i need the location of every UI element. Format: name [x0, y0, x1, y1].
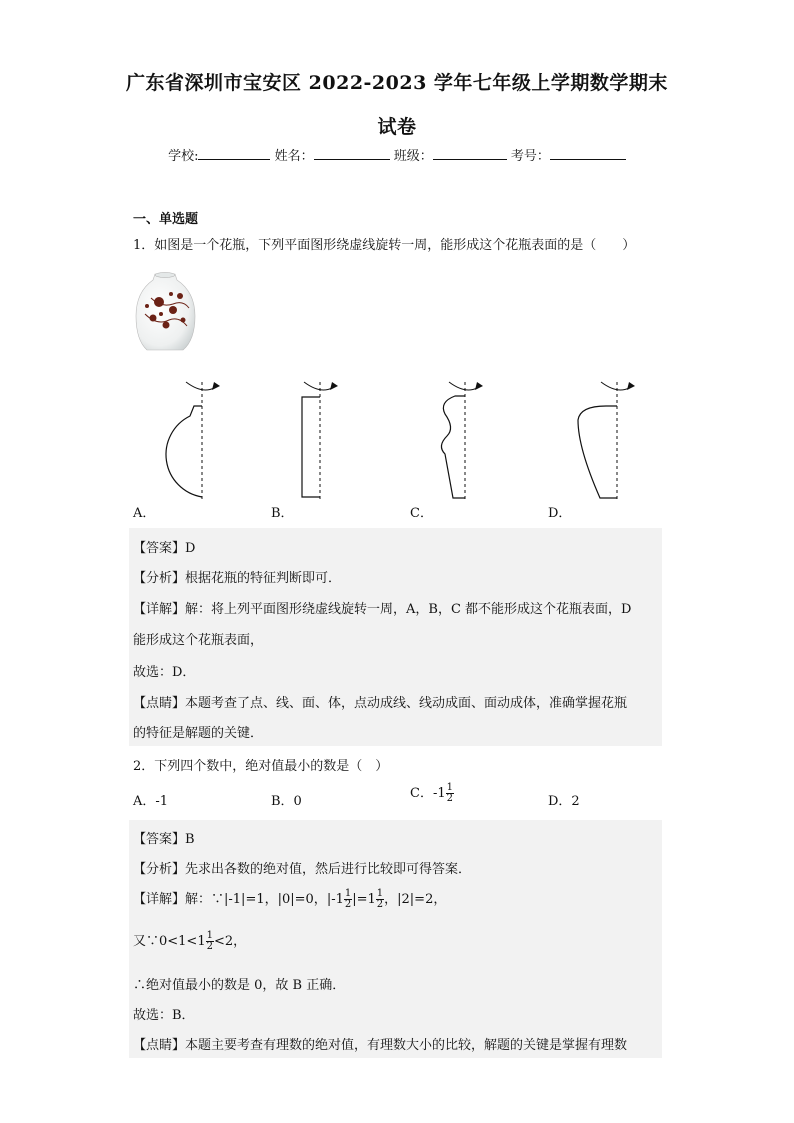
q1-analysis: 【分析】根据花瓶的特征判断即可． [133, 571, 342, 586]
q2-option-c-fraction: $\frac{1}{2}$ [446, 782, 453, 804]
q2-option-a: A．-1 [133, 794, 169, 809]
option-b-label: B． [271, 506, 294, 521]
vase-image [133, 270, 198, 352]
option-c-label: C． [410, 506, 433, 521]
school-label: 学校: [168, 149, 199, 164]
paper-title-line1: 广东省深圳市宝安区 2022-2023 学年七年级上学期数学期末 [126, 72, 668, 94]
section-heading: 一、单选题 [133, 212, 199, 227]
q1-detail-line2: 能形成这个花瓶表面， [133, 633, 264, 648]
name-label: 姓名： [274, 149, 314, 164]
option-b-figure [285, 372, 355, 504]
class-blank [433, 147, 507, 160]
option-c-figure [425, 372, 500, 504]
q2-option-c-prefix: C．-1 [410, 786, 446, 801]
q2-answer: 【答案】B [133, 832, 195, 847]
q2-analysis: 【分析】先求出各数的绝对值，然后进行比较即可得答案． [133, 862, 472, 877]
q2-option-d: D．2 [548, 794, 580, 809]
q2-abs-c-mid: |=1 [352, 892, 376, 907]
number-blank [550, 147, 626, 160]
option-a-figure [150, 372, 230, 504]
q2-compare-prefix: 又∵0<1<1 [133, 934, 206, 949]
q2-option-c [410, 782, 454, 804]
option-a-label: A． [133, 506, 156, 521]
q2-abs-b: |0|=0， [277, 892, 327, 907]
q2-abs-d: ，|2|=2， [384, 892, 447, 907]
school-blank [198, 147, 270, 160]
q1-stem: 1．如图是一个花瓶，下列平面图形绕虚线旋转一周，能形成这个花瓶表面的是（ ） [133, 238, 636, 253]
q2-abs-a: |-1|=1， [224, 892, 278, 907]
q2-stem: 2．下列四个数中，绝对值最小的数是（ ） [133, 759, 389, 774]
q1-comment-line1: 【点睛】本题考查了点、线、面、体，点动成线、线动成面、面动成体，准确掌握花瓶 [133, 696, 628, 711]
q2-option-b: B．0 [271, 794, 302, 809]
q2-detail [133, 888, 446, 910]
q2-compare-suffix: <2， [213, 934, 247, 949]
q1-answer: 【答案】D [133, 541, 196, 556]
number-label: 考号： [510, 149, 550, 164]
class-label: 班级： [393, 149, 433, 164]
q2-comment-line1: 【点睛】本题主要考查有理数的绝对值，有理数大小的比较，解题的关键是掌握有理数 [133, 1038, 628, 1053]
q2-compare-frac: $\frac{1}{2}$ [206, 930, 213, 952]
q2-compare [133, 930, 246, 952]
q2-abs-c-frac1: $\frac{1}{2}$ [344, 888, 352, 910]
option-d-figure [570, 372, 645, 504]
q2-abs-c-frac2: $\frac{1}{2}$ [376, 888, 384, 910]
q2-abs-c-left: |-1 [326, 892, 344, 907]
q1-choice: 故选：D． [133, 665, 196, 680]
paper-title-line2: 试卷 [377, 116, 417, 138]
student-info-line [0, 145, 794, 164]
q2-choice: 故选：B． [133, 1008, 195, 1023]
q2-conclusion: ∴绝对值最小的数是 0，故 B 正确． [133, 978, 346, 993]
q1-detail-line1: 【详解】解：将上列平面图形绕虚线旋转一周，A，B，C 都不能形成这个花瓶表面，D [133, 602, 632, 617]
option-d-label: D． [548, 506, 572, 521]
q2-detail-prefix: 【详解】解：∵ [133, 892, 225, 907]
q1-comment-line2: 的特征是解题的关键． [133, 726, 264, 741]
name-blank [314, 147, 390, 160]
